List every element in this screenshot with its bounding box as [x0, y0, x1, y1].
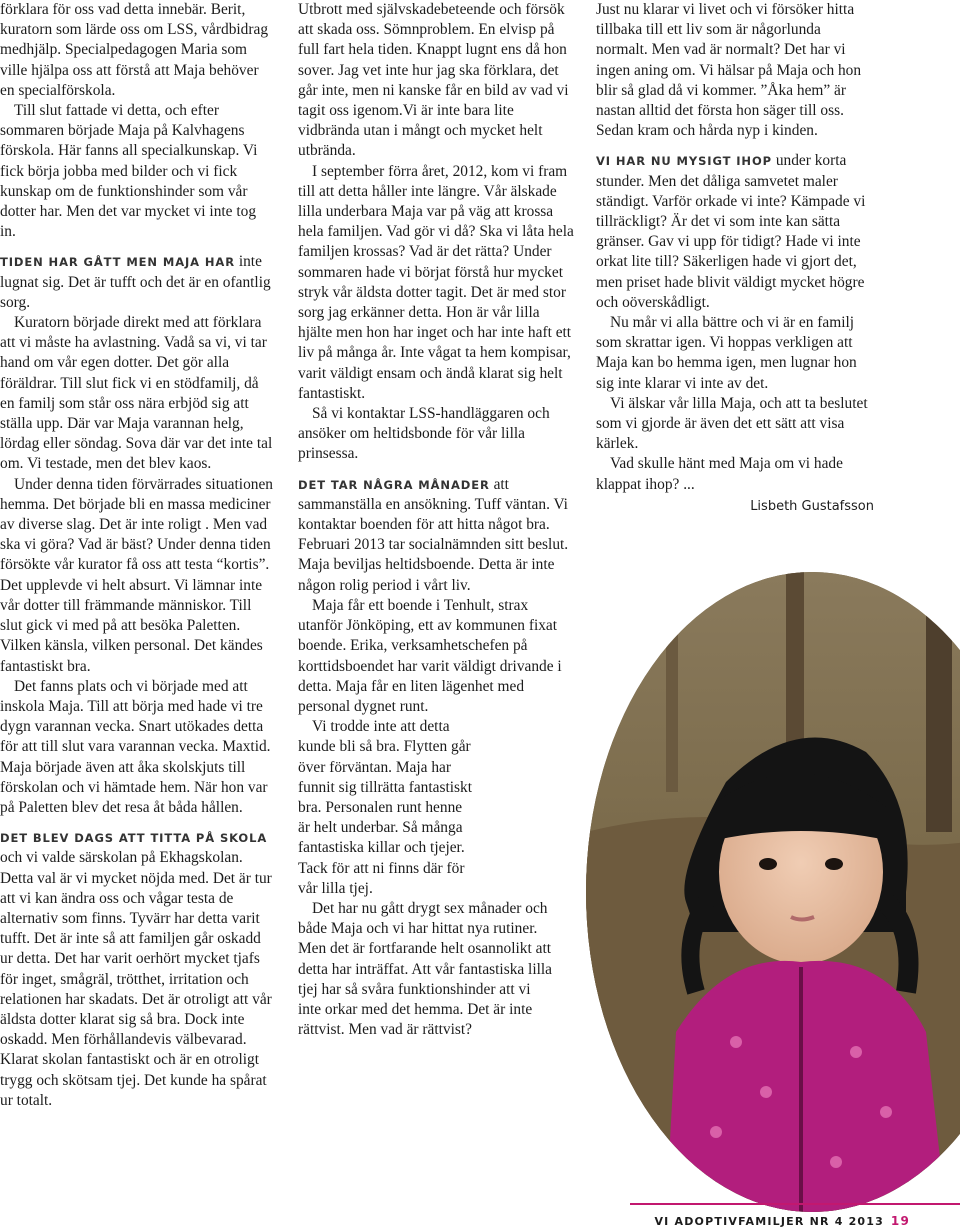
paragraph: Så vi kontaktar LSS-handläggaren och ansöker om heltidsbonde för vår lilla prinsessa.	[298, 405, 550, 463]
column-2	[298, 0, 574, 1040]
paragraph: Maja får ett boende i Tenhult, strax utanför Jönköping, ett av kommunen fixat boende. Erika, verksamhetschefen på korttidsboendet har varit väldigt drivande i detta. Maja får en liten lägenhet med personal dygnet runt.	[298, 596, 562, 715]
section-paragraph	[0, 252, 274, 313]
paragraph: Utbrott med självskadebeteende och försök att skada oss. Sömnproblem. En elvisp på full fart hela tiden. Knappt lugnt ens då hon sover. Jag vet inte hur jag ska förklara, det går inte, men ni kanske får en bild av vad vi tagit oss igenom.Vi är inte bara lite vidbrända utan i mångt och mycket helt utbrända.	[298, 1, 569, 160]
paragraph: Under denna tiden förvärrades situationen hemma. Det började bli en massa mediciner av diverse slag. Det är inte roligt . Men vad ska vi göra? Vad är bäst? Under denna tiden försökte vår kurator få oss att testa “kortis”. Det upplevde vi helt absurt. Vi lämnar inte vår dotter till främmande människor. Till slut gick vi med på att besöka Paletten. Vilken känsla, vilken personal. Det kändes fantastiskt bra.	[0, 475, 273, 675]
paragraph: Till slut fattade vi detta, och efter sommaren började Maja på Kalvhagens förskola. Här fanns all specialkunskap. Vi fick börja jobba med bilder och vi fick kunskap om de funktionshinder som vår dotter har. Men det var mycket vi inte tog in.	[0, 102, 258, 241]
paragraph: förklara för oss vad detta innebär. Berit, kuratorn som lärde oss om LSS, vårdbidrag medhjälp. Specialpedagogen Maria som ville hjälpa oss att förstå att Maja behöver en specialförskola.	[0, 1, 269, 99]
column-1	[0, 0, 274, 1111]
page-footer	[630, 1203, 960, 1231]
section-lead: TIDEN HAR GÅTT MEN MAJA HAR	[0, 255, 235, 270]
section-paragraph	[0, 828, 274, 1111]
paragraph: Det fanns plats och vi började med att inskola Maja. Till att börja med hade vi tre dygn varannan vecka. Snart utökades detta för att till slut vara varannan vecka. Maxtid. Maja började även att åka skolskjuts till förskolan och vi hämtade hem. När hon var på Paletten blev det resa åt båda hållen.	[0, 677, 271, 816]
photo-illustration	[586, 572, 960, 1212]
page-number: 19	[890, 1214, 910, 1228]
section-text: och vi valde särskolan på Ekhagskolan. Detta val är vi mycket nöjda med. Det är tur att vi kan ändra oss och vågar testa de alternativ som finns. Tyvärr har detta varit tufft. Det är inte så att familjen går oskadd ur detta. Det har varit oerhört mycket tjafs för inget, smågräl, trötthet, irritation och relationen har skadats. Det är otroligt att vår äldsta dotter klarat sig så bra. Dock inte oskadd. Men förhållandevis välbevarad. Klarat skolan fantastiskt och är en otroligt trygg och skötsam tjej. Det kunde ha spårat ur totalt.	[0, 849, 272, 1109]
section-text: inte lugnat sig. Det är tufft och det är en ofantlig sorg.	[0, 253, 271, 311]
paragraph: Vad skulle hänt med Maja om vi hade klappat ihop? ...	[596, 455, 843, 493]
magazine-name: VI ADOPTIVFAMILJER NR 4 2013	[654, 1215, 884, 1228]
author-signature: Lisbeth Gustafsson	[750, 498, 874, 514]
section-text: att sammanställa en ansökning. Tuff väntan. Vi kontaktar boenden för att hitta något bra. Februari 2013 tar socialnämnden sitt beslut. Maja beviljas heltidsboende. Detta är inte någon rolig period i vårt liv.	[298, 475, 569, 594]
paragraph: Kuratorn började direkt med att förklara att vi måste ha avlastning. Vadå sa vi, vi tar hand om vår egen dotter. Det gör alla föräldrar. Till slut fick vi en stödfamilj, då en familj som står oss nära erbjöd sig att ställa upp. Där var Maja varannan helg, lördag eller söndag. Sova där var det inte tal om. Vi testade, men det blev kaos.	[0, 314, 273, 473]
section-lead: DET BLEV DAGS ATT TITTA PÅ SKOLA	[0, 831, 268, 846]
paragraph: Vi trodde inte att detta kunde bli så bra. Flytten går över förväntan. Maja har funnit sig tillrätta fantastiskt bra. Personalen runt henne är helt underbar. Så många fantastiska killar och tjejer. Tack för att ni finns där för vår lilla tjej.	[298, 718, 472, 897]
section-paragraph	[596, 151, 876, 313]
section-text: under korta stunder. Men det dåliga samvetet maler ständigt. Varför orkade vi inte? Kämpade vi tillräckligt? Är det vi som inte kan sätta gränser. Gav vi upp för tidigt? Hade vi inte orkat lite till? Säkerligen hade vi gjort det, men priset hade blivit väldigt mycket högre och oöverskådligt.	[596, 152, 866, 311]
footer-rule	[630, 1203, 960, 1205]
paragraph: I september förra året, 2012, kom vi fram till att detta håller inte längre. Vår älskade lilla underbara Maja var på väg att krossa hela familjen. Vad gör vi då? Ska vi låta hela familjen krossas? Vad är det rätta? Under sommaren hade vi börjat förstå hur mycket stryk vår äldsta dotter tagit. Det är med stor sorg jag erkänner detta. Hon är vår lilla hjälte men hon har inget och har inte haft ett liv på många år. Inte vågat ta hem kompisar, varit väldigt ensam och ändå klarat sig helt fantastiskt.	[298, 162, 574, 402]
paragraph: Just nu klarar vi livet och vi försöker hitta tillbaka till ett liv som är någorlunda normalt. Men vad är normalt? Det har vi ingen aning om. Vi hälsar på Maja och hon blir så glad då vi kommer. ”Åka hem” är nastan alltid det första hon säger till oss. Sedan kram och hårda nyp i kinden.	[596, 1, 862, 140]
column-3	[596, 0, 876, 517]
paragraph: Vi älskar vår lilla Maja, och att ta beslutet som vi gjorde är även det ett sätt att visa kärlek.	[596, 394, 868, 453]
paragraph: Nu mår vi alla bättre och vi är en familj som skrattar igen. Vi hoppas verkligen att Maja kan bo hemma igen, men lugnar hon sig inte klarar vi inte av det.	[596, 314, 857, 392]
section-lead: DET TAR NÅGRA MÅNADER	[298, 477, 490, 492]
section-lead: VI HAR NU MYSIGT IHOP	[596, 154, 772, 169]
paragraph: Det har nu gått drygt sex månader och både Maja och vi har hittat nya rutiner. Men det är fortfarande helt osannolikt att detta har inträffat. Att vår fantastiska lilla tjej har så svåra funktionshinder att vi inte orkar med det hemma. Det är inte rättvist. Men vad är rättvist?	[298, 899, 552, 1039]
section-paragraph	[298, 475, 574, 596]
photo-girl-in-forest	[586, 572, 960, 1212]
